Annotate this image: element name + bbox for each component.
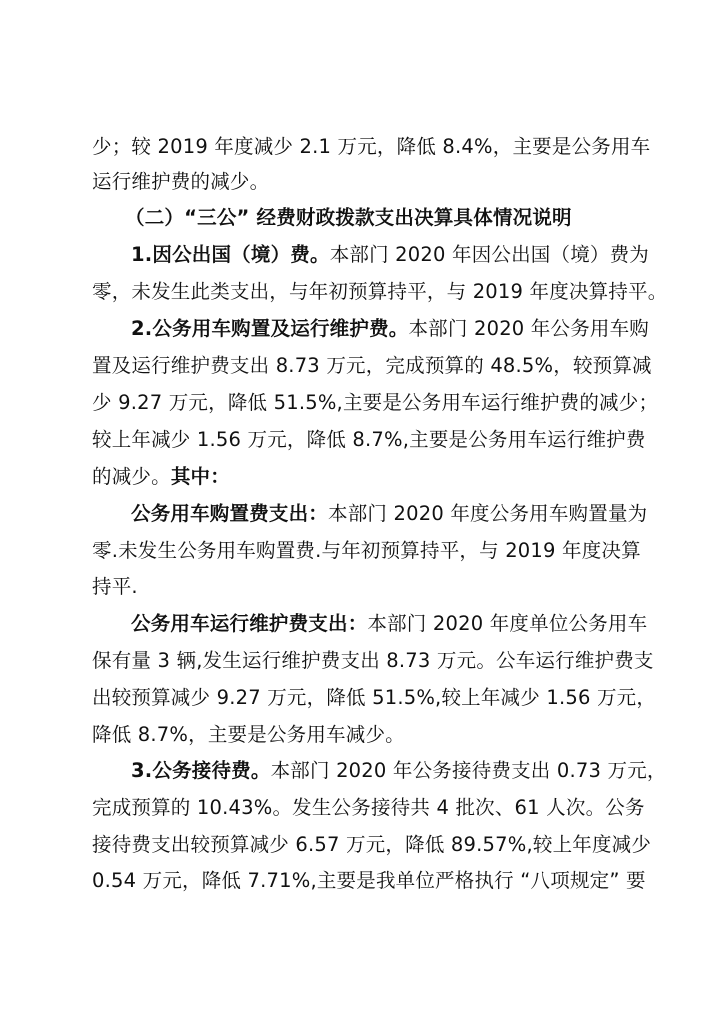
body-text-line (92, 465, 652, 489)
text-segment: 持平. (92, 575, 138, 598)
text-segment: 较上年减少 1.56 万元，降低 8.7%,主要是公务用车运行维护费 (92, 428, 646, 451)
item-title: 2.公务用车购置及运行维护费。 (131, 317, 409, 340)
body-text-line (92, 649, 652, 673)
body-text-line (92, 428, 652, 452)
body-text-line (92, 686, 657, 710)
text-segment: 保有量 3 辆,发生运行维护费支出 8.73 万元。公车运行维护费支 (92, 649, 654, 672)
text-segment: 本部门 2020 年公务用车购 (408, 317, 650, 340)
text-segment: 本部门 2020 年因公出国（境）费为 (329, 243, 650, 266)
text-segment: 本部门 2020 年度单位公务用车 (367, 612, 648, 635)
emphasis-text: 其中： (170, 465, 230, 488)
text-segment: 运行维护费的减少。 (92, 170, 270, 193)
text-segment: 降低 8.7%，主要是公务用车减少。 (92, 723, 405, 746)
text-segment: 少；较 2019 年度减少 2.1 万元，降低 8.4%，主要是公务用车 (92, 135, 651, 158)
paragraph-first-line (131, 612, 652, 636)
body-text-line (92, 539, 652, 563)
body-text-line (92, 723, 652, 747)
text-segment: 零.未发生公务用车购置费.与年初预算持平，与 2019 年度决算 (92, 539, 641, 562)
text-segment: 接待费支出较预算减少 6.57 万元，降低 89.57%,较上年度减少 (92, 833, 652, 856)
text-segment: 置及运行维护费支出 8.73 万元，完成预算的 48.5%，较预算减 (92, 354, 652, 377)
paragraph-first-line (131, 759, 667, 783)
text-segment: 完成预算的 10.43%。发生公务接待共 4 批次、61 人次。公务 (92, 796, 645, 819)
text-segment: 的减少。 (92, 465, 171, 488)
body-text-line (92, 354, 652, 378)
paragraph-first-line (131, 502, 652, 526)
text-segment: 0.54 万元，降低 7.71%,主要是我单位严格执行 “八项规定” 要 (92, 869, 646, 892)
paragraph-first-line (131, 243, 652, 267)
body-text-line (92, 833, 652, 857)
paragraph-first-line (131, 317, 652, 341)
item-title: 公务用车购置费支出： (131, 502, 329, 525)
text-segment: 本部门 2020 年公务接待费支出 0.73 万元， (270, 759, 667, 782)
text-segment: 零，未发生此类支出，与年初预算持平，与 2019 年度决算持平。 (92, 280, 668, 303)
item-title: 1.因公出国（境）费。 (131, 243, 330, 266)
body-text-line (92, 135, 652, 159)
text-segment: 出较预算减少 9.27 万元，降低 51.5%,较上年减少 1.56 万元， (92, 686, 657, 709)
body-text-line (92, 575, 652, 599)
item-title: 3.公务接待费。 (131, 759, 271, 782)
item-title: 公务用车运行维护费支出： (131, 612, 368, 635)
body-text-line (92, 170, 652, 194)
text-segment: 本部门 2020 年度公务用车购置量为 (328, 502, 648, 525)
body-text-line (92, 391, 659, 415)
body-text-line (92, 280, 668, 304)
text-segment: 少 9.27 万元，降低 51.5%,主要是公务用车运行维护费的减少； (92, 391, 659, 414)
body-text-line (92, 796, 652, 820)
heading-text: （二）“三公” 经费财政拨款支出决算具体情况说明 (125, 206, 572, 229)
body-text-line (92, 869, 652, 893)
section-heading (125, 206, 646, 230)
